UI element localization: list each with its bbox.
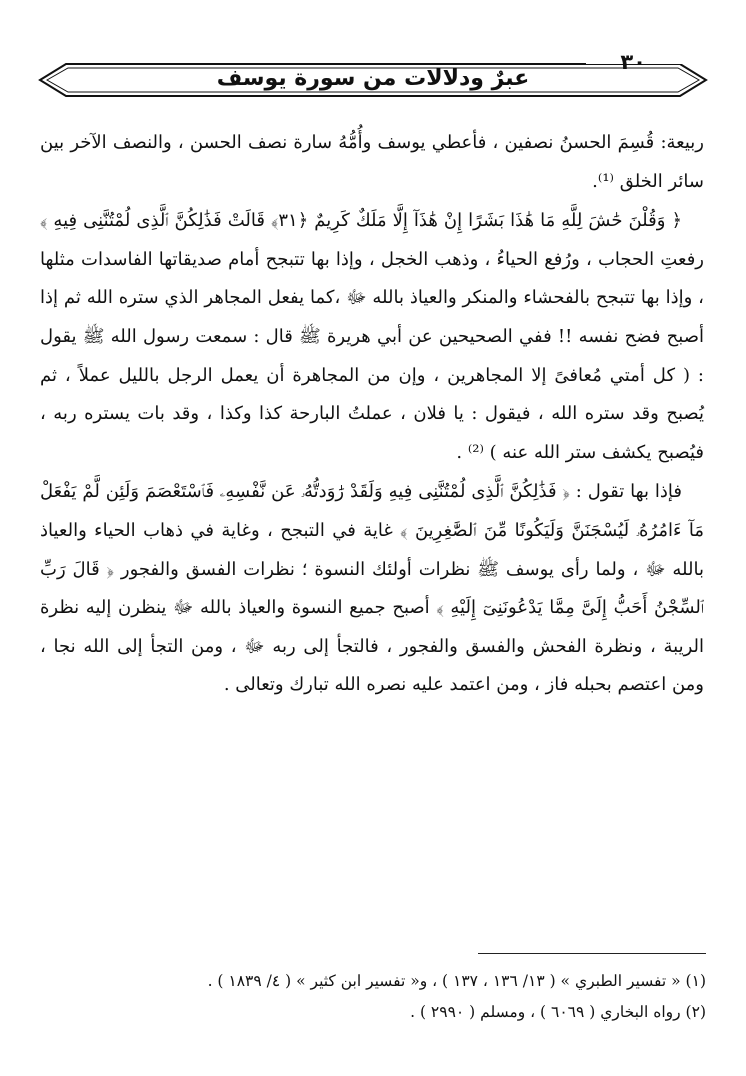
page-number: ٣٠ (620, 50, 646, 74)
footnotes (60, 966, 706, 1028)
body-text (40, 124, 704, 705)
paragraph-1: ربيعة: قُسِمَ الحسنُ نصفين ، فأعطي يوسف وأُمُّهُ سارة نصف الحسن ، والنصف الآخر بين سائر الخلق ⁽¹⁾. (40, 132, 704, 192)
running-header (38, 44, 708, 106)
footnote-2: (٢) رواه البخاري ( ٦٠٦٩ ) ، ومسلم ( ٢٩٩٠ ) . (410, 1003, 706, 1021)
footnote-1: (١) « تفسير الطبري » ( ١٣/ ١٣٦ ، ١٣٧ ) ، و« تفسير ابن كثير » ( ٤/ ١٨٣٩ ) . (207, 972, 706, 990)
chapter-title: عبرٌ ودلالات من سورة يوسف (216, 66, 530, 91)
footnote-divider (478, 953, 706, 954)
paragraph-3: فإذا بها تقول : ﴿ فَذَٰلِكُنَّ ٱلَّذِى لُمْتُنَّنِى فِيهِ وَلَقَدْ رَٰوَدتُّهُۥ عَن نَّفْسِهِۦ فَٱسْتَعْصَمَ وَلَئِن لَّمْ يَفْعَلْ مَآ ءَامُرُهُۥ لَيُسْجَنَنَّ وَلَيَكُونًا مِّنَ ٱلصَّٰغِرِينَ ﴾ غاية في التبجح ، وغاية في ذهاب الحياء والعياذ بالله ﷻ ، ولما رأى يوسف ﷺ نظرات أولئك النسوة ؛ نظرات الفسق والفجور ﴿ قَالَ رَبِّ ٱلسِّجْنُ أَحَبُّ إِلَىَّ مِمَّا يَدْعُونَنِىٓ إِلَيْهِ ﴾ أصبح جميع النسوة والعياذ بالله ﷻ ينظرن إليه نظرة الريبة ، ونظرة الفحش والفسق والفجور ، فالتجأ إلى ربه ﷻ ، ومن التجأ إلى الله نجا ، ومن اعتصم بحبله فاز ، ومن اعتمد عليه نصره الله تبارك وتعالى . (40, 481, 704, 696)
paragraph-2: ﴿ وَقُلْنَ حَٰشَ لِلَّهِ مَا هَٰذَا بَشَرًا إِنْ هَٰذَآ إِلَّا مَلَكٌ كَرِيمٌ ﴿٣١﴾ قَالَتْ فَذَٰلِكُنَّ ٱلَّذِى لُمْتُنَّنِى فِيهِ ﴾ رفعتِ الحجاب ، ورُفع الحياءُ ، وذهب الخجل ، وإذا بها تتبجح أمام صديقاتها الفاسدات مثلها ، وإذا بها تتبجح بالفحشاء والمنكر والعياذ بالله ﷻ ،كما يفعل المجاهر الذي ستره الله ثم إذا أصبح فضح نفسه !! ففي الصحيحين عن أبي هريرة ﷺ قال : سمعت رسول الله ﷺ يقول : ( كل أمتي مُعافىً إلا المجاهرين ، وإن من المجاهرة أن يعمل الرجل بالليل عملاً ، ثم يُصبح وقد ستره الله ، فيقول : يا فلان ، عملتُ البارحة كذا وكذا ، وقد بات يستره ربه ، فيُصبح يكشف ستر الله عنه ) ⁽²⁾ . (40, 210, 704, 463)
